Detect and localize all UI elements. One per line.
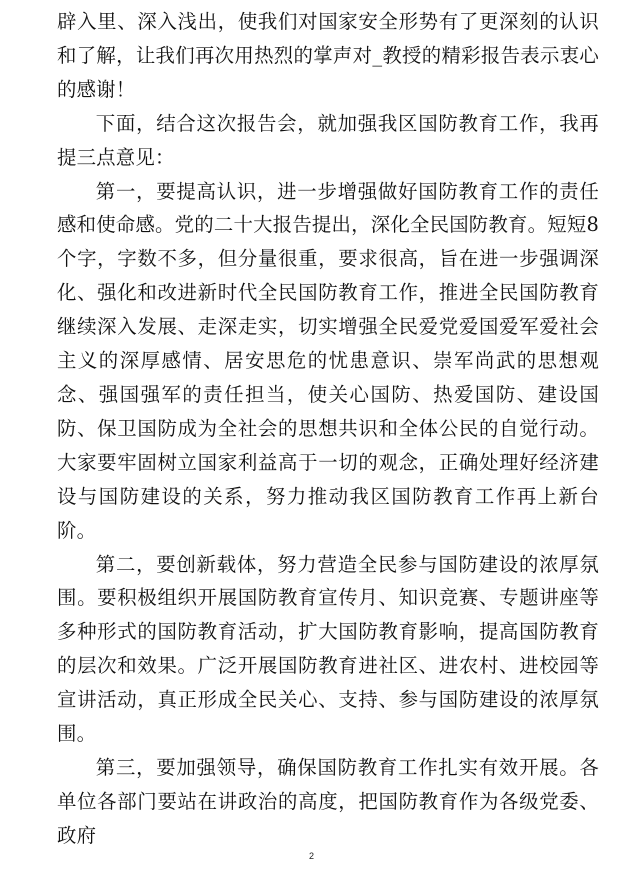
paragraph-continuation: 辟入里、深入浅出，使我们对国家安全形势有了更深刻的认识和了解，让我们再次用热烈的掌声对_教授的精彩报告表示衷心的感谢！: [57, 10, 599, 101]
page-number: 2: [308, 851, 314, 861]
document-body: [57, 5, 599, 853]
paragraph-point-one: 第一，要提高认识，进一步增强做好国防教育工作的责任感和使命感。党的二十大报告提出，深化全民国防教育。短短8个字，字数不多，但分量很重，要求很高，旨在进一步强调深化、强化和改进新时代全民国防教育工作，推进全民国防教育继续深入发展、走深走实，切实增强全民爱党爱国爱军爱社会主义的深厚感情、居安思危的忧患意识、崇军尚武的思想观念、强国强军的责任担当，使关心国防、热爱国防、建设国防、保卫国防成为全社会的思想共识和全体公民的自觉行动。大家要牢固树立国家利益高于一切的观念，正确处理好经济建设与国防建设的关系，努力推动我区国防教育工作再上新台阶。: [57, 179, 599, 542]
paragraph-point-three: 第三，要加强领导，确保国防教育工作扎实有效开展。各单位各部门要站在讲政治的高度，把国防教育作为各级党委、政府: [57, 755, 599, 847]
paragraph-point-two: 第二，要创新载体，努力营造全民参与国防建设的浓厚氛围。要积极组织开展国防教育宣传月、知识竞赛、专题讲座等多种形式的国防教育活动，扩大国防教育影响，提高国防教育的层次和效果。广泛开展国防教育进社区、进农村、进校园等宣讲活动，真正形成全民关心、支持、参与国防建设的浓厚氛围。: [57, 552, 599, 746]
paragraph-intro: 下面，结合这次报告会，就加强我区国防教育工作，我再提三点意见：: [57, 111, 599, 169]
